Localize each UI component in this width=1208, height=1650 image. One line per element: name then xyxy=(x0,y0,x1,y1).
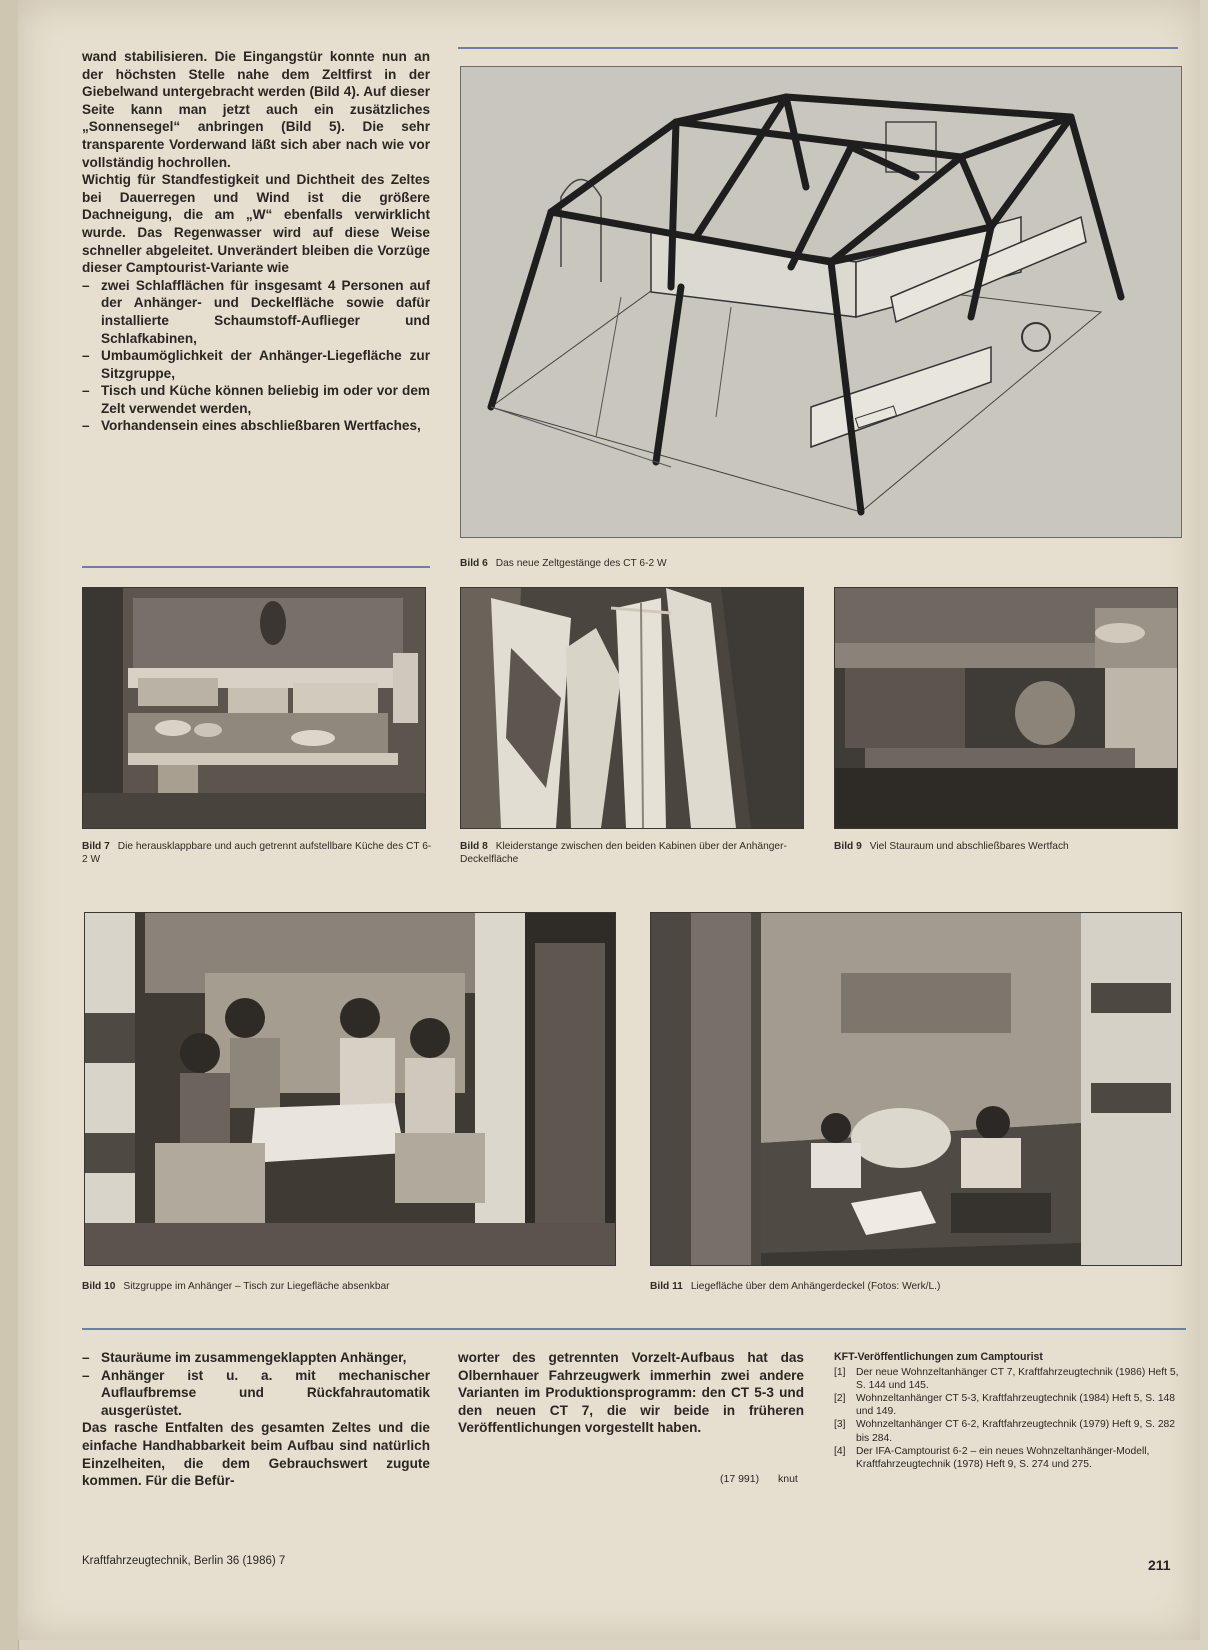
rule-top-right xyxy=(458,47,1178,49)
list-item: – Anhänger ist u. a. mit mechanischer Auflaufbremse und Rückfahrautomatik ausgerüstet. xyxy=(82,1367,430,1420)
bild-7-kitchen-photo xyxy=(82,587,426,829)
caption-bild-10 xyxy=(82,1280,602,1293)
bottom-column-2 xyxy=(458,1349,804,1437)
caption-label: Bild 11 xyxy=(650,1281,683,1292)
caption-bild-7 xyxy=(82,840,432,866)
caption-label: Bild 9 xyxy=(834,841,862,852)
list-item: – Vorhandensein eines abschließbaren Wertfaches, xyxy=(82,417,430,435)
advantages-list xyxy=(82,277,430,435)
bild-8-wardrobe-rod-photo xyxy=(460,587,804,829)
bild-9-storage-photo xyxy=(834,587,1178,829)
page-number: 211 xyxy=(1148,1557,1171,1573)
rule-bottom xyxy=(82,1328,1186,1330)
reference-item: [2] Wohnzeltanhänger CT 5-3, Kraftfahrzeugtechnik (1984) Heft 5, S. 148 und 149. xyxy=(834,1393,1176,1418)
list-item: – Umbaumöglichkeit der Anhänger-Liegefläche zur Sitzgruppe, xyxy=(82,347,430,382)
caption-label: Bild 8 xyxy=(460,841,488,852)
page-spine xyxy=(0,0,19,1650)
caption-text: Liegefläche über dem Anhängerdeckel (Fotos: Werk/L.) xyxy=(690,1281,941,1292)
bild-10-seating-group-photo xyxy=(84,912,616,1266)
bild-11-sleeping-area-photo xyxy=(650,912,1182,1266)
caption-text: Kleiderstange zwischen den beiden Kabinen über der Anhänger-Deckelfläche xyxy=(460,841,787,865)
journal-footer: Kraftfahrzeugtechnik, Berlin 36 (1986) 7 xyxy=(82,1555,286,1567)
reference-item: [4] Der IFA-Camptourist 6-2 – ein neues Wohnzeltanhänger-Modell, Kraftfahrzeugtechnik (1978) Heft 9, S. 274 und 275. xyxy=(834,1445,1150,1470)
paragraph-roof: Wichtig für Standfestigkeit und Dichtheit des Zeltes bei Dauerregen und Wind ist die größere Dachneigung, die am „W“ ebenfalls verwirklicht wurde. Das Regenwasser wird auf diese Weise schneller abgeleitet. Unverändert bleiben die Vorzüge dieser Camptourist-Variante wie xyxy=(82,172,430,276)
caption-label: Bild 7 xyxy=(82,841,110,852)
references-title: KFT-Veröffentlichungen zum Camptourist xyxy=(834,1351,1043,1363)
references-list xyxy=(834,1366,1180,1471)
bild-6-frame-drawing xyxy=(460,66,1182,538)
bottom-column-1 xyxy=(82,1349,430,1490)
caption-label: Bild 10 xyxy=(82,1281,116,1292)
article-code: (17 991) xyxy=(720,1473,760,1485)
caption-bild-11 xyxy=(650,1280,970,1293)
caption-text: Die herausklappbare und auch getrennt aufstellbare Küche des CT 6-2 W xyxy=(82,841,432,865)
paragraph-variants: worter des getrennten Vorzelt-Aufbaus hat das Olbernhauer Fahrzeugwerk immerhin zwei andere Varianten im Produktionsprogramm: den CT 5-3 und den neuen CT 7, die wir beide in früheren Veröffentlichungen vorgestellt haben. xyxy=(458,1350,804,1436)
caption-text: Viel Stauraum und abschließbares Wertfach xyxy=(869,841,1069,852)
list-item: – Stauräume im zusammengeklappten Anhänger, xyxy=(82,1349,430,1367)
references-block xyxy=(834,1351,1180,1471)
column-1-text xyxy=(82,48,430,435)
list-item: – Tisch und Küche können beliebig im oder vor dem Zelt verwendet werden, xyxy=(82,382,430,417)
caption-bild-9 xyxy=(834,840,1184,853)
author-signature: knut xyxy=(778,1473,798,1485)
caption-label: Bild 6 xyxy=(460,558,488,569)
caption-text: Sitzgruppe im Anhänger – Tisch zur Liegefläche absenkbar xyxy=(123,1281,390,1292)
caption-bild-8 xyxy=(460,840,810,866)
list-item: – zwei Schlafflächen für insgesamt 4 Personen auf der Anhänger- und Deckelfläche sowie dafür installierte Schaumstoff-Auflieger und Schlafkabinen, xyxy=(82,277,430,347)
bottom-advantages-list xyxy=(82,1349,430,1419)
caption-text: Das neue Zeltgestänge des CT 6-2 W xyxy=(495,558,667,569)
reference-item: [3] Wohnzeltanhänger CT 6-2, Kraftfahrzeugtechnik (1979) Heft 9, S. 282 bis 284. xyxy=(834,1419,1176,1444)
reference-item: [1] Der neue Wohnzeltanhänger CT 7, Kraftfahrzeugtechnik (1986) Heft 5, S. 144 und 145. xyxy=(834,1367,1179,1392)
paragraph-intro: wand stabilisieren. Die Eingangstür konnte nun an der höchsten Stelle nahe dem Zeltfirst in der Giebelwand untergebracht werden (Bild 4). Auf dieser Seite kann man jetzt auch ein zusätzliches „Sonnensegel“ anbringen (Bild 5). Die sehr transparente Vorderwand läßt sich aber nach wie vor vollständig hochrollen. xyxy=(82,49,430,170)
rule-mid-left xyxy=(82,566,430,568)
paragraph-unfolding: Das rasche Entfalten des gesamten Zeltes und die einfache Handhabbarkeit beim Aufbau sind natürlich Einzelheiten, die dem Gebrauchswert zugute kommen. Für die Befür- xyxy=(82,1420,430,1489)
caption-bild-6 xyxy=(460,557,1060,570)
